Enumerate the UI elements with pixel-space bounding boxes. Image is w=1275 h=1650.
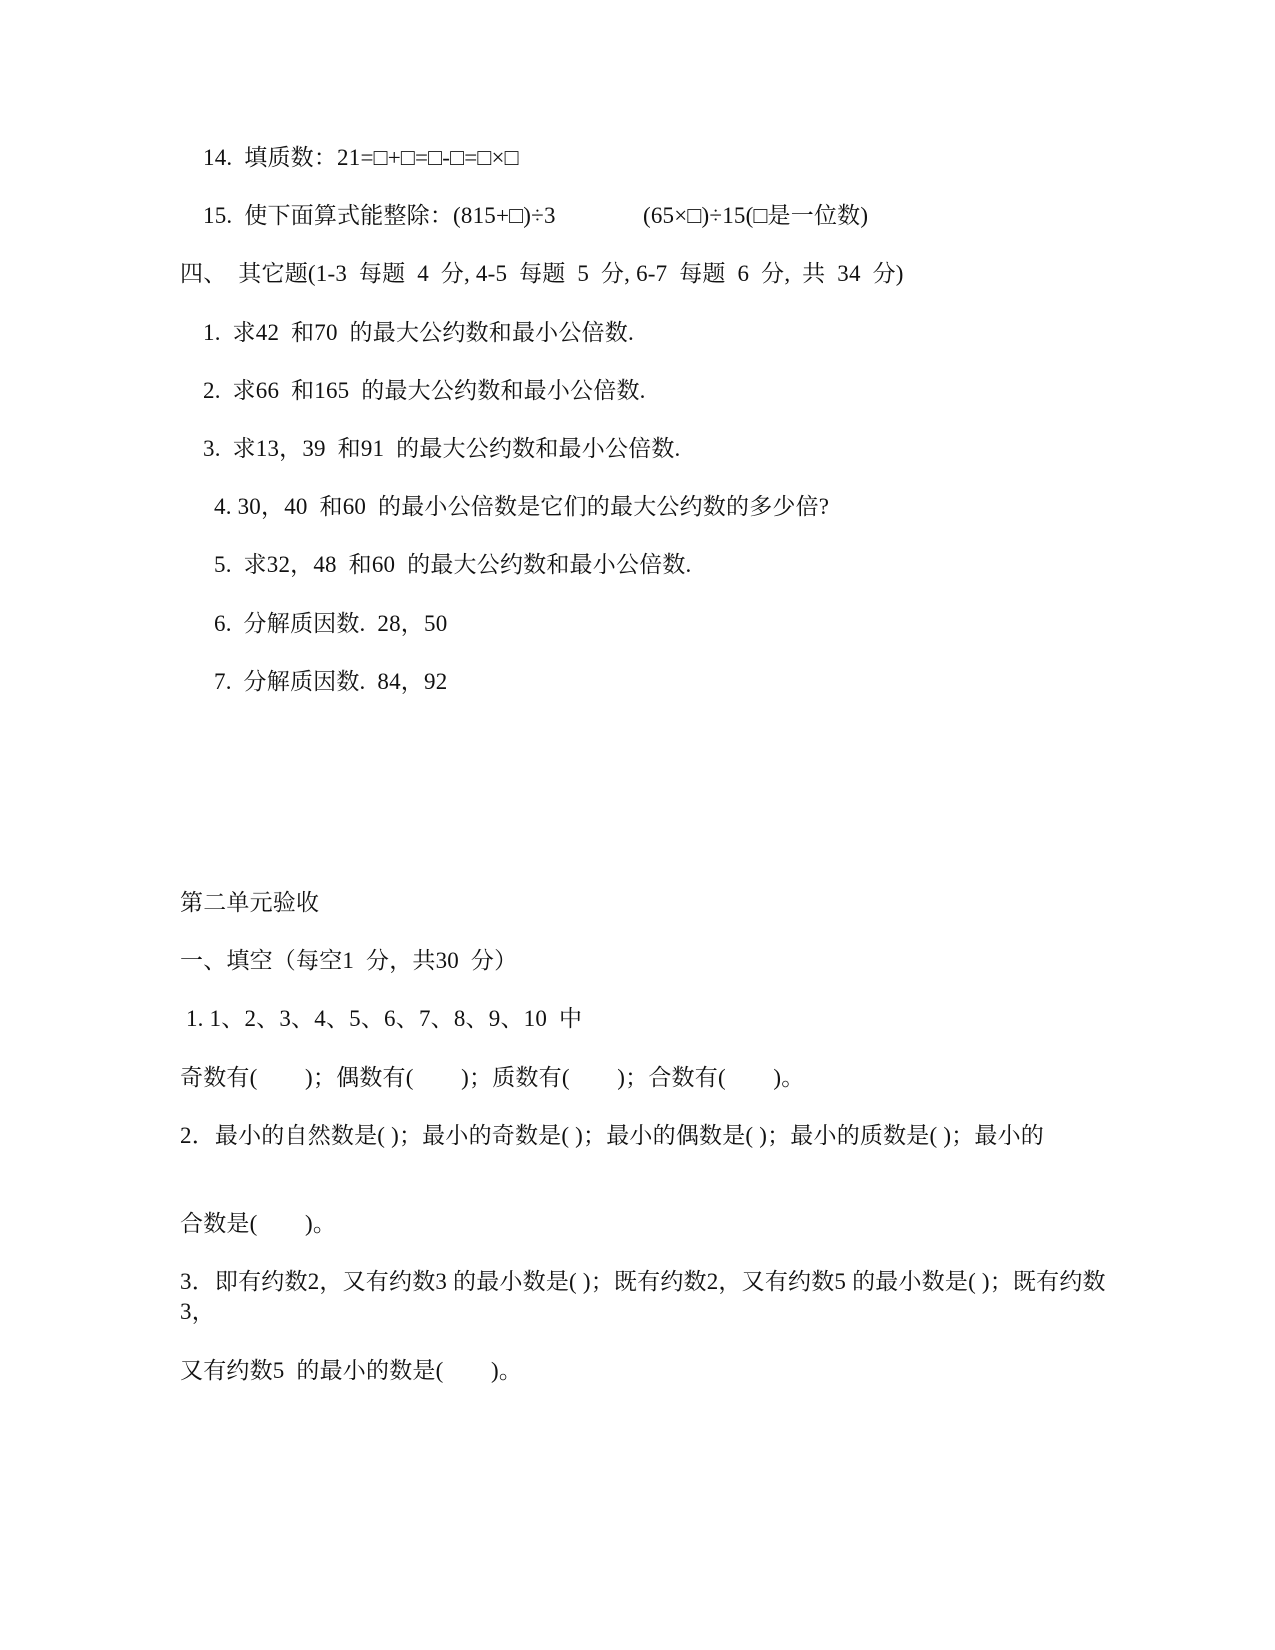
question-14: 14. 填质数：21=□+□=□-□=□×□ (203, 145, 519, 170)
unit-2-question-2-line-2: 合数是( )。 (180, 1211, 337, 1236)
unit-2-question-3-line-2: 又有约数5 的最小的数是( )。 (180, 1358, 523, 1383)
unit-2-question-1-line-1: 1. 1、2、3、4、5、6、7、8、9、10 中 (180, 1006, 583, 1031)
unit-2-question-1-line-2: 奇数有( )；偶数有( )；质数有( )；合数有( )。 (180, 1065, 805, 1090)
question-15-part-b: (65×□)÷15(□是一位数) (643, 203, 869, 228)
unit-2-title: 第二单元验收 (180, 890, 320, 915)
section-4-item-3: 3. 求13，39 和91 的最大公约数和最小公倍数. (203, 436, 681, 461)
question-15-part-a: 15. 使下面算式能整除：(815+□)÷3 (203, 203, 556, 228)
section-4-item-6: 6. 分解质因数. 28，50 (214, 611, 448, 636)
unit-2-part-1-heading: 一、填空（每空1 分，共30 分） (180, 948, 518, 973)
section-4-item-5: 5. 求32，48 和60 的最大公约数和最小公倍数. (214, 552, 692, 577)
section-4-heading: 四、 其它题(1-3 每题 4 分, 4-5 每题 5 分, 6-7 每题 6 分, 共 34 分) (180, 261, 904, 286)
unit-2-question-2-line-1: 2．最小的自然数是( )；最小的奇数是( )；最小的偶数是( )；最小的质数是( )；最小的 (180, 1123, 1044, 1148)
section-4-item-7: 7. 分解质因数. 84，92 (214, 669, 448, 694)
unit-2-question-3-line-1: 3．即有约数2，又有约数3 的最小数是( )；既有约数2，又有约数5 的最小数是( )；既有约数3， (180, 1269, 1106, 1324)
section-4-item-1: 1. 求42 和70 的最大公约数和最小公倍数. (203, 320, 634, 345)
section-4-item-2: 2. 求66 和165 的最大公约数和最小公倍数. (203, 378, 646, 403)
section-4-item-4: 4. 30，40 和60 的最小公倍数是它们的最大公约数的多少倍? (214, 494, 830, 519)
